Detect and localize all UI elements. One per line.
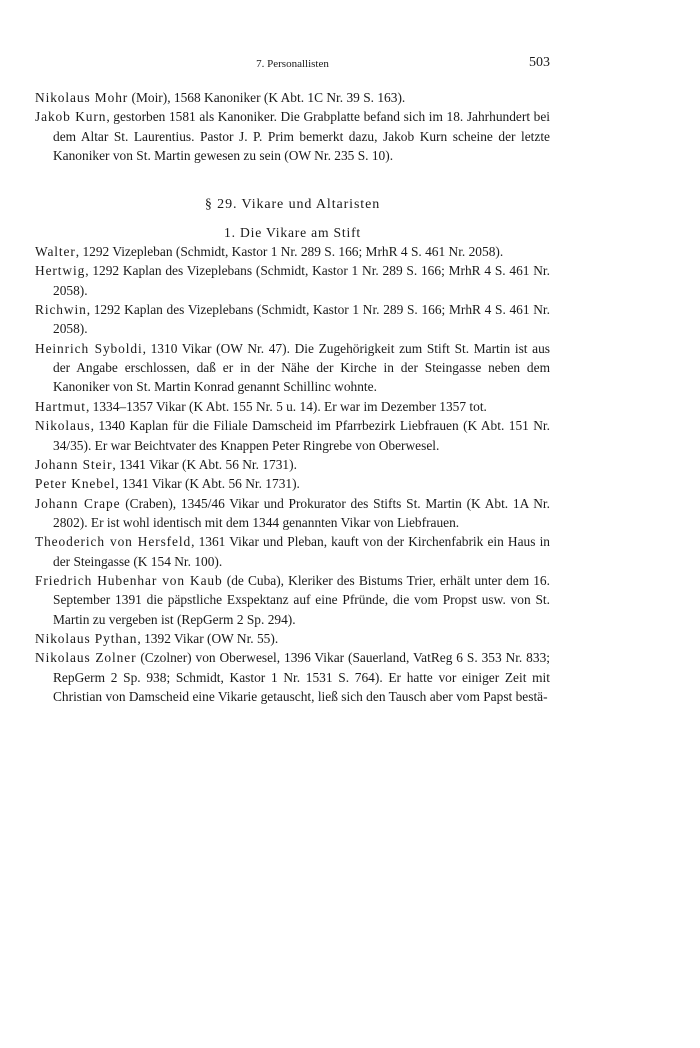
list-item (35, 300, 550, 339)
entry-text: (Czolner) von Oberwesel, 1396 Vikar (Sauerland, VatReg 6 S. 353 Nr. 833; RepGerm 2 Sp. 938; Schmidt, Kastor 1 Nr. 1531 S. 764). Er hatte vor einiger Zeit mit Christian von Damscheid eine Vikarie getauscht, ließ sich den Tausch aber vom Papst bestä- (53, 650, 550, 704)
list-item (35, 416, 550, 455)
entry-text: (de Cuba), Kleriker des Bistums Trier, erhält unter dem 16. September 1391 die päpstliche Exspektanz auf eine Pfründe, die vom Propst usw. von St. Martin zu vergeben ist (RepGerm 2 Sp. 294). (53, 572, 550, 627)
entry-name: Peter Knebel (35, 476, 116, 492)
running-title: 7. Personallisten (256, 58, 329, 70)
entry-text: , 1341 Vikar (K Abt. 56 Nr. 1731). (112, 456, 297, 472)
list-item (35, 261, 550, 300)
entry-name: Heinrich Syboldi (35, 340, 143, 356)
entry-text: , 1292 Vizepleban (Schmidt, Kastor 1 Nr. 289 S. 166; MrhR 4 S. 461 Nr. 2058). (75, 244, 504, 260)
page-number: 503 (529, 55, 550, 70)
entry-list (35, 242, 550, 706)
entry-name: Johann Crape (35, 495, 121, 511)
entry-text: , 1334–1357 Vikar (K Abt. 155 Nr. 5 u. 14). Er war im Dezember 1357 tot. (85, 398, 487, 414)
entry-name: Nikolaus Zolner (35, 650, 137, 666)
spacer (35, 165, 550, 177)
entry-name: Theoderich von Hersfeld (35, 534, 192, 550)
entry-text: , 1392 Vikar (OW Nr. 55). (137, 630, 279, 646)
entry-text: , gestorben 1581 als Kanoniker. Die Grabplatte befand sich im 18. Jahrhundert bei dem Altar St. Laurentius. Pastor J. P. Prim bemerkt dazu, Jakob Kurn scheine der letzte Kanoniker von St. Martin gewesen zu sein (OW Nr. 235 S. 10). (53, 109, 550, 164)
entry-name: Hartmut (35, 398, 86, 414)
entry-name: Nikolaus Pythan (35, 630, 138, 646)
entry-name: Walter (35, 244, 76, 260)
entry-text: (Craben), 1345/46 Vikar und Prokurator des Stifts St. Martin (K Abt. 1A Nr. 2802). Er ist wohl identisch mit dem 1344 genannten Vikar von Liebfrauen. (53, 495, 550, 530)
entry-name: Johann Steir (35, 456, 113, 472)
list-item (35, 397, 550, 416)
entry-text: , 1310 Vikar (OW Nr. 47). Die Zugehörigkeit zum Stift St. Martin ist aus der Angabe erschlossen, daß er in der Nähe der Kirche in der Steingasse neben dem Kanoniker von St. Martin Konrad genannt Schillinc wohnte. (53, 340, 551, 395)
list-item (35, 474, 550, 493)
list-item (35, 648, 550, 706)
list-item (35, 242, 550, 261)
body-text (35, 88, 550, 706)
entry-text: (Moir), 1568 Kanoniker (K Abt. 1C Nr. 39 S. 163). (128, 90, 406, 105)
section-heading: § 29. Vikare und Altaristen (204, 197, 381, 213)
entry-name: Nikolaus (35, 418, 91, 434)
entry-name: Hertwig (35, 263, 86, 279)
entry-name: Nikolaus Mohr (35, 90, 129, 105)
entry-text: , 1340 Kaplan für die Filiale Damscheid im Pfarrbezirk Liebfrauen (K Abt. 151 Nr. 34/35). Er war Beichtvater des Knappen Peter Ringrebe von Oberwesel. (53, 418, 550, 453)
list-item (35, 88, 550, 107)
list-item (35, 455, 550, 474)
pre-entries (35, 88, 550, 165)
list-item (35, 494, 550, 533)
entry-text: , 1361 Vikar und Pleban, kauft von der Kirchenfabrik ein Haus in der Steingasse (K 154 Nr. 100). (53, 534, 550, 569)
list-item (35, 532, 550, 571)
entry-name: Jakob Kurn (35, 109, 107, 125)
running-head (35, 55, 550, 75)
entry-text: , 1341 Vikar (K Abt. 56 Nr. 1731). (115, 476, 300, 492)
entry-name: Friedrich Hubenhar von Kaub (35, 572, 223, 588)
list-item (35, 571, 550, 629)
entry-text: , 1292 Kaplan des Vizeplebans (Schmidt, Kastor 1 Nr. 289 S. 166; MrhR 4 S. 461 Nr. 2058). (53, 263, 550, 298)
list-item (35, 339, 550, 397)
subsection-heading: 1. Die Vikare am Stift (224, 224, 361, 240)
list-item (35, 107, 550, 165)
list-item (35, 629, 550, 648)
entry-name: Richwin (35, 302, 87, 318)
entry-text: , 1292 Kaplan des Vizeplebans (Schmidt, Kastor 1 Nr. 289 S. 166; MrhR 4 S. 461 Nr. 2058). (53, 302, 550, 337)
